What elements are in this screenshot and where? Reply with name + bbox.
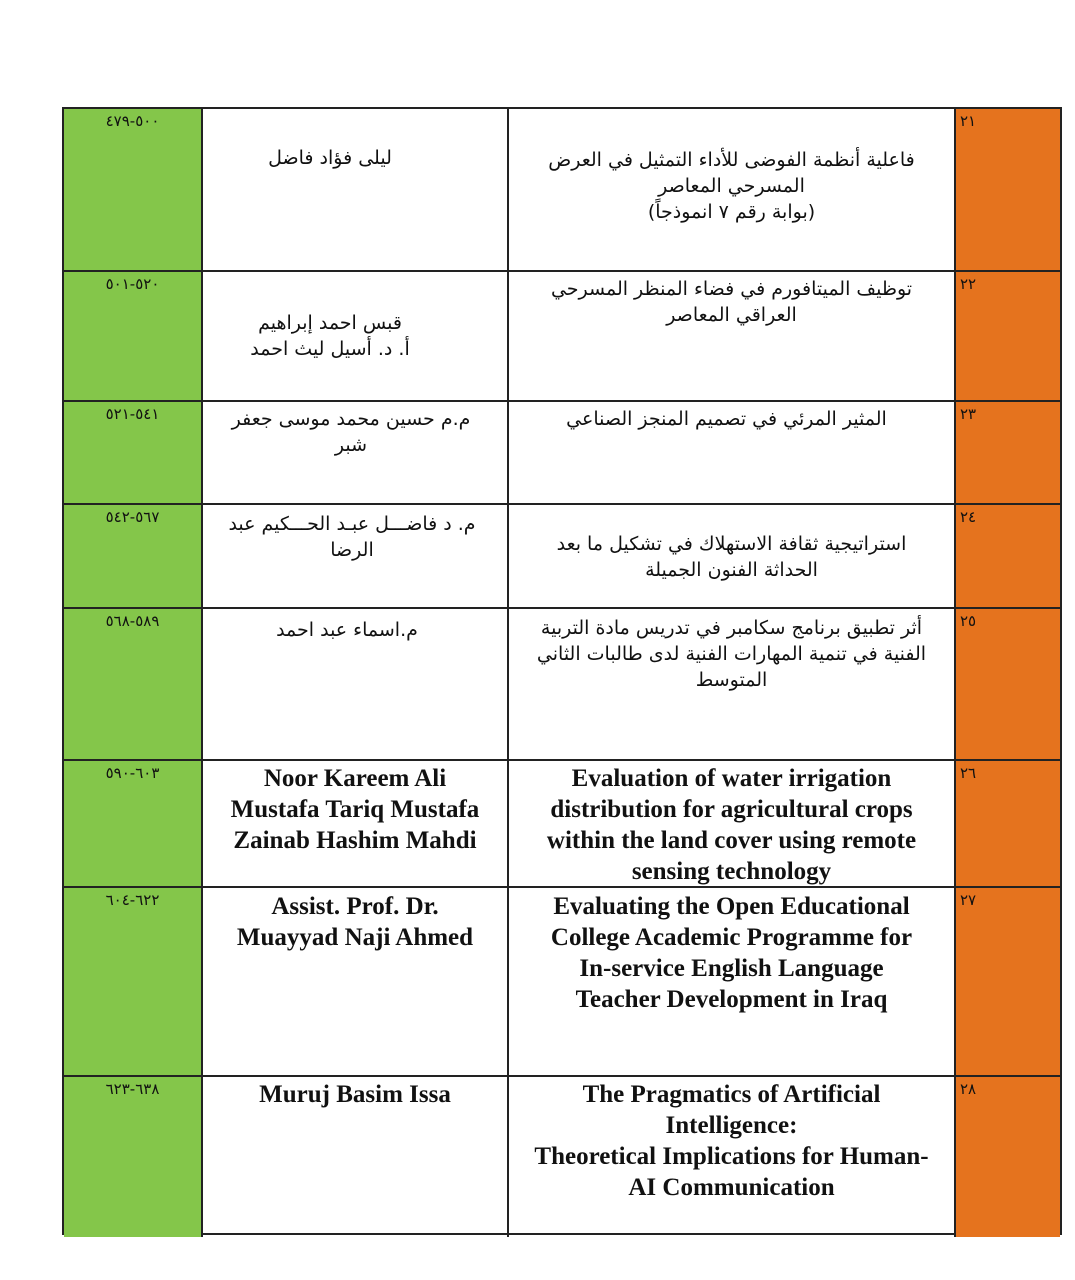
pages-cell: ٥٢٠-٥٠١ [64,272,203,400]
author-cell [203,888,509,1075]
author-cell [203,505,509,607]
title-cell [509,761,956,886]
number-cell: ٢٦ [956,761,1060,886]
title-cell [509,109,956,270]
title-cell [509,609,956,759]
table-row [64,888,1060,1077]
table-row [64,109,1060,272]
table-row [64,1077,1060,1237]
table-row [64,272,1060,402]
pages-cell: ٥٤١-٥٢١ [64,402,203,503]
table-row [64,402,1060,505]
pages-cell: ٦٢٢-٦٠٤ [64,888,203,1075]
author-cell [203,1077,509,1237]
author-cell [203,609,509,759]
author-text: Muruj Basim Issa [259,1081,451,1108]
title-text: Evaluating the Open Educational College Academic Programme for In-service English Language Teacher Development in Iraq [550,893,913,1013]
title-text: المثير المرئي في تصميم المنجز الصناعي [566,408,887,430]
author-text: م. د فاضـــل عبـد الحـــكيم عبد الرضا [228,513,476,561]
author-text: م.م حسين محمد موسى جعفر شبر [231,408,471,456]
title-cell [509,888,956,1075]
author-cell [203,402,509,503]
author-text: Noor Kareem Ali Mustafa Tariq Mustafa Zainab Hashim Mahdi [230,765,480,854]
number-cell: ٢٣ [956,402,1060,503]
table-row [64,505,1060,609]
title-text: The Pragmatics of Artificial Intelligence: Theoretical Implications for Human- AI Communication [534,1081,929,1201]
number-cell: ٢١ [956,109,1060,270]
author-text: ليلى فؤاد فاضل [268,147,392,169]
author-cell [203,109,509,270]
pages-cell: ٥٠٠-٤٧٩ [64,109,203,270]
author-text: قبس احمد إبراهيم أ. د. أسيل ليث احمد [250,312,410,360]
author-text: م.اسماء عبد احمد [276,619,418,641]
number-cell: ٢٧ [956,888,1060,1075]
title-cell [509,402,956,503]
number-cell: ٢٥ [956,609,1060,759]
pages-cell: ٦٣٨-٦٢٣ [64,1077,203,1237]
title-text: أثر تطبيق برنامج سكامبر في تدريس مادة التربية الفنية في تنمية المهارات الفنية لدى طالبات الثاني المتوسط [536,617,927,691]
title-cell [509,505,956,607]
title-text: توظيف الميتافورم في فضاء المنظر المسرحي العراقي المعاصر [550,278,913,326]
number-cell: ٢٤ [956,505,1060,607]
number-cell: ٢٨ [956,1077,1060,1237]
number-cell: ٢٢ [956,272,1060,400]
title-cell [509,272,956,400]
table-row [64,761,1060,888]
table-row [64,609,1060,761]
title-cell [509,1077,956,1237]
author-cell [203,761,509,886]
title-text: Evaluation of water irrigation distribution for agricultural crops within the land cover using remote sensing technology [546,765,917,885]
title-text: استراتيجية ثقافة الاستهلاك في تشكيل ما بعد الحداثة الفنون الجميلة [556,533,907,581]
author-text: Assist. Prof. Dr. Muayyad Naji Ahmed [236,893,474,951]
pages-cell: ٥٨٩-٥٦٨ [64,609,203,759]
author-cell [203,272,509,400]
pages-cell: ٦٠٣-٥٩٠ [64,761,203,886]
index-table [62,107,1062,1235]
title-text: فاعلية أنظمة الفوضى للأداء التمثيل في العرض المسرحي المعاصر (بوابة رقم ٧ انموذجاً) [548,149,915,223]
pages-cell: ٥٦٧-٥٤٢ [64,505,203,607]
